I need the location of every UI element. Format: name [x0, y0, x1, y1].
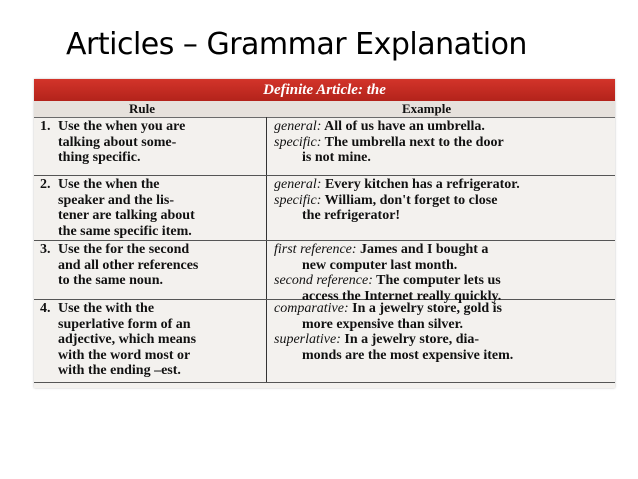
example-text: [274, 119, 614, 166]
example-text: [274, 301, 614, 363]
rule-line: and all other references: [58, 257, 199, 273]
rule-line: tener are talking about: [58, 208, 195, 224]
row-number: 1.: [40, 119, 51, 134]
slide-title: Articles – Grammar Explanation: [66, 27, 527, 62]
example-sentence: William, don't forget to close: [324, 192, 498, 208]
rule-line: the same specific item.: [58, 223, 192, 239]
example-sentence: In a jewelry store, gold is: [352, 301, 502, 316]
row-number: 4.: [40, 301, 51, 316]
example-sentence: The computer lets us: [376, 273, 501, 289]
example-sentence: more expensive than silver.: [302, 316, 463, 332]
table-row: [34, 175, 615, 241]
rule-line: superlative form of an: [58, 316, 191, 332]
example-line: [274, 273, 614, 289]
rule-line: Use the for the second: [58, 242, 190, 257]
example-line: [274, 150, 614, 166]
table-heading: Definite Article: the: [263, 82, 386, 98]
example-line: [274, 119, 614, 135]
row-number: 3.: [40, 242, 51, 257]
rule-line: Use the when the: [58, 177, 160, 192]
example-text: [274, 177, 614, 224]
rule-line: adjective, which means: [58, 332, 197, 348]
rule-line: speaker and the lis-: [58, 192, 175, 208]
example-sentence: is not mine.: [302, 150, 371, 166]
example-sentence: In a jewelry store, dia-: [344, 332, 480, 348]
example-tag: comparative:: [274, 301, 349, 316]
example-sentence: All of us have an umbrella.: [324, 119, 485, 134]
rule-text: [58, 242, 258, 289]
example-sentence: the refrigerator!: [302, 208, 401, 224]
example-sentence: Every kitchen has a refrigerator.: [324, 177, 520, 192]
rule-text: [58, 301, 258, 379]
example-sentence: new computer last month.: [302, 257, 458, 273]
example-tag: general:: [274, 177, 322, 192]
table-row: [34, 299, 615, 383]
example-line: [274, 332, 614, 348]
example-line: [274, 135, 614, 151]
table-heading-band: [34, 79, 615, 101]
rule-line: thing specific.: [58, 150, 141, 166]
example-column-header: Example: [402, 101, 452, 116]
rule-column-header: Rule: [129, 101, 155, 116]
example-tag: specific:: [274, 192, 322, 208]
rule-line: with the word most or: [58, 347, 191, 363]
example-sentence: monds are the most expensive item.: [302, 347, 514, 363]
rule-line: talking about some-: [58, 134, 177, 150]
example-line: [274, 258, 614, 274]
example-tag: second reference:: [274, 273, 373, 289]
rule-text: [58, 177, 258, 239]
example-line: [274, 177, 614, 193]
example-line: [274, 317, 614, 333]
example-tag: general:: [274, 119, 322, 134]
example-line: [274, 242, 614, 258]
example-text: [274, 242, 614, 304]
grammar-table: [34, 79, 615, 388]
example-tag: superlative:: [274, 332, 341, 348]
rule-line: Use the when you are: [58, 119, 186, 134]
example-line: [274, 348, 614, 364]
rule-line: with the ending –est.: [58, 363, 181, 379]
example-line: [274, 208, 614, 224]
example-line: [274, 301, 614, 317]
example-sentence: The umbrella next to the door: [324, 134, 504, 150]
example-sentence: access the Internet really quickly.: [302, 288, 502, 304]
example-line: [274, 193, 614, 209]
table-row: [34, 117, 615, 176]
example-sentence: James and I bought a: [360, 242, 489, 257]
column-header-row: [34, 101, 615, 118]
example-tag: specific:: [274, 134, 322, 150]
rule-text: [58, 119, 258, 166]
table-row: [34, 240, 615, 304]
example-tag: first reference:: [274, 242, 357, 257]
rule-line: to the same noun.: [58, 273, 164, 289]
rule-line: Use the with the: [58, 301, 155, 316]
row-number: 2.: [40, 177, 51, 192]
